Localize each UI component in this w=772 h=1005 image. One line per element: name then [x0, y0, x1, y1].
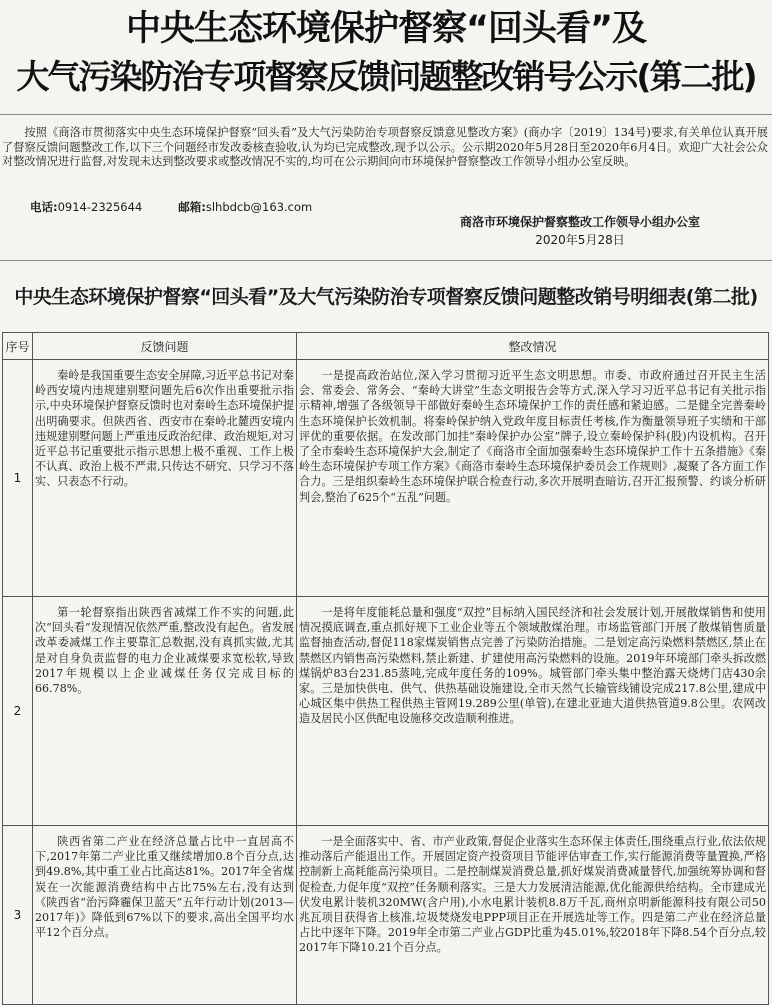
issue-date: 2020年5月28日	[535, 233, 625, 247]
rectification-status: 一是提高政治站位,深入学习贯彻习近平生态文明思想。市委、市政府通过召开民主生活会、常委会、常务会、“秦岭大讲堂”生态文明报告会等方式,深入学习习近平总书记有关批示指示精神,增强了各级领导干部做好秦岭生态环境保护工作的责任感和紧迫感。二是健全完善秦岭生态环境保护长效机制。将秦岭保护纳入党政年度目标责任考核,作为衡量领导班子实绩和干部评优的重要依据。在发改部门加挂“秦岭保护办公室”牌子,设立秦岭保护科(股)内设机构。召开了全市秦岭生态环境保护大会,制定了《商洛市全面加强秦岭生态环境保护工作十五条措施》《秦岭生态环境保护专项工作方案》《商洛市秦岭生态环境保护委员会工作规则》,凝聚了各方面工作合力。三是组织秦岭生态环境保护联合检查行动,多次开展明查暗访,召开汇报预警、约谈分析研判会,整治了625个“五乱”问题。	[297, 360, 769, 597]
row-number: 3	[3, 826, 33, 1005]
rectification-table	[2, 332, 769, 1005]
page-title-line-2: 大气污染防治专项督察反馈问题整改销号公示(第二批)	[16, 57, 756, 96]
announcement-paragraph: 按照《商洛市贯彻落实中央生态环境保护督察“回头看”及大气污染防治专项督察反馈意见整改方案》(商办字〔2019〕134号)要求,有关单位认真开展了督察反馈问题整改工作,以下三个问题经市发改委核查验收,认为均已完成整改,现予以公示。公示期2020年5月28日至2020年6月4日。欢迎广大社会公众对整改情况进行监督,对发现未达到整改要求或整改情况不实的,均可在公示期间向市环境保护督察整改工作领导小组办公室反映。	[2, 126, 768, 168]
header-issue: 反馈问题	[33, 333, 297, 360]
row-number: 1	[3, 360, 33, 597]
phone-number: 0914-2325644	[57, 200, 143, 214]
table-title: 中央生态环境保护督察“回头看”及大气污染防治专项督察反馈问题整改销号明细表(第二批)	[14, 286, 758, 308]
table-row	[3, 597, 769, 826]
email-label: 邮箱:	[178, 200, 206, 214]
header-no: 序号	[3, 333, 33, 360]
page-title-line-1: 中央生态环境保护督察“回头看”及	[125, 9, 646, 49]
feedback-issue: 秦岭是我国重要生态安全屏障,习近平总书记对秦岭西安境内违规建别墅问题先后6次作出重要批示指示,中央环境保护督察反馈时也对秦岭生态环境保护提出明确要求。但陕西省、西安市在秦岭北麓西安境内违规建别墅问题上严重违反政治纪律、政治规矩,对习近平总书记重要批示指示思想上极不重视、工作上极不认真、政治上极不严肃,只传达不研究、只学习不落实、只表态不行动。	[33, 360, 297, 597]
table-row	[3, 826, 769, 1005]
rectification-status: 一是全面落实中、省、市产业政策,督促企业落实生态环保主体责任,围绕重点行业,依法依规推动落后产能退出工作。开展固定资产投资项目节能评估审查工作,实行能源消费等量置换,严格控制新上高耗能高污染项目。二是控制煤炭消费总量,抓好煤炭消费减量替代,加强统筹协调和督促检查,力促年度“双控”任务顺利落实。三是大力发展清洁能源,优化能源供给结构。全市建成光伏发电累计装机320MW(含户用),小水电累计装机8.8万千瓦,商州京明新能源科技有限公司50兆瓦项目获得省上核准,垃圾焚烧发电PPP项目正在开展选址等工作。四是第二产业在经济总量占比中逐年下降。2019年全市第二产业占GDP比重为45.01%,较2018年下降8.54个百分点,较2017年下降10.21个百分点。	[297, 826, 769, 1005]
phone-label: 电话:	[30, 200, 58, 214]
section-divider	[0, 260, 772, 261]
feedback-issue: 第一轮督察指出陕西省减煤工作不实的问题,此次“回头看”发现情况依然严重,整改没有起色。省发展改革委减煤工作主要靠汇总数据,没有真抓实做,尤其是对自身负责监督的电力企业减煤要求宽松软,导致2017年规模以上企业减煤任务仅完成目标的66.78%。	[33, 597, 297, 826]
rectification-status: 一是将年度能耗总量和强度“双控”目标纳入国民经济和社会发展计划,开展散煤销售和使用情况摸底调查,重点抓好规下工业企业等五个领域散煤治理。市场监管部门开展了散煤销售质量监督抽查活动,督促118家煤炭销售点完善了污染防治措施。二是划定高污染燃料禁燃区,禁止在禁燃区内销售高污染燃料,禁止新建、扩建使用高污染燃料的设施。2019年环境部门牵头拆改燃煤锅炉83台231.85蒸吨,完成年度任务的109%。城管部门牵头集中整治露天烧烤门店430余家。三是加快供电、供气、供热基础设施建设,全市天然气长输管线铺设完成217.8公里,建成中心城区集中供热工程供热主管网19.289公里(单管),在建北亚迪大道供热管道9.8公里。农网改造及居民小区供配电设施移交改造顺利推进。	[297, 597, 769, 826]
table-header-row	[3, 333, 769, 360]
contact-line	[30, 200, 312, 214]
issuer-signature: 商洛市环境保护督察整改工作领导小组办公室	[459, 215, 700, 229]
header-action: 整改情况	[297, 333, 769, 360]
table-row	[3, 360, 769, 597]
email-address: slhbdcb@163.com	[205, 200, 313, 214]
row-number: 2	[3, 597, 33, 826]
title-divider	[0, 114, 772, 115]
feedback-issue: 陕西省第二产业在经济总量占比中一直居高不下,2017年第二产业比重又继续增加0.8个百分点,达到49.8%,其中重工业占比高达81%。2017年全省煤炭在一次能源消费结构中占比75%左右,没有达到《陕西省“治污降霾保卫蓝天”五年行动计划(2013—2017年)》降低到67%以下的要求,高出全国平均水平12个百分点。	[33, 826, 297, 1005]
